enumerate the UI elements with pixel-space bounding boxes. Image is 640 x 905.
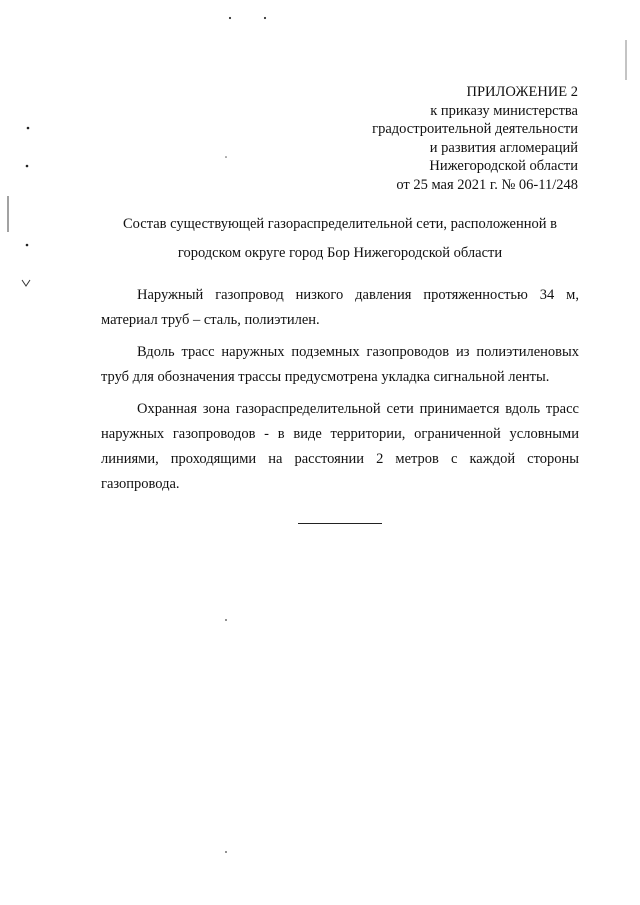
appendix-date-number: от 25 мая 2021 г. № 06-11/248: [396, 176, 578, 193]
body-paragraph: Вдоль трасс наружных подземных газопроводов из полиэтиленовых труб для обозначения трассы предусмотрена укладка сигнальной ленты.: [101, 344, 579, 385]
appendix-number: ПРИЛОЖЕНИЕ 2: [466, 84, 578, 100]
end-separator-line: [298, 523, 382, 524]
appendix-line: и развития агломераций: [429, 139, 578, 156]
document-body: [101, 283, 579, 504]
document-title: [100, 210, 580, 268]
title-line: Состав существующей газораспределительной сети, расположенной в: [123, 216, 557, 232]
body-paragraph: Наружный газопровод низкого давления протяженностью 34 м, материал труб – сталь, полиэтилен.: [101, 287, 579, 328]
appendix-line: Нижегородской области: [429, 158, 578, 174]
appendix-line: к приказу министерства: [430, 102, 578, 119]
appendix-header: [372, 83, 578, 194]
body-paragraph: Охранная зона газораспределительной сети принимается вдоль трасс наружных газопроводов - в виде территории, ограниченной условными линиями, проходящими на расстоянии 2 метров с каждой стороны газопровода.: [101, 401, 579, 492]
appendix-line: градостроительной деятельности: [372, 121, 578, 137]
title-line: городском округе город Бор Нижегородской области: [177, 245, 503, 261]
